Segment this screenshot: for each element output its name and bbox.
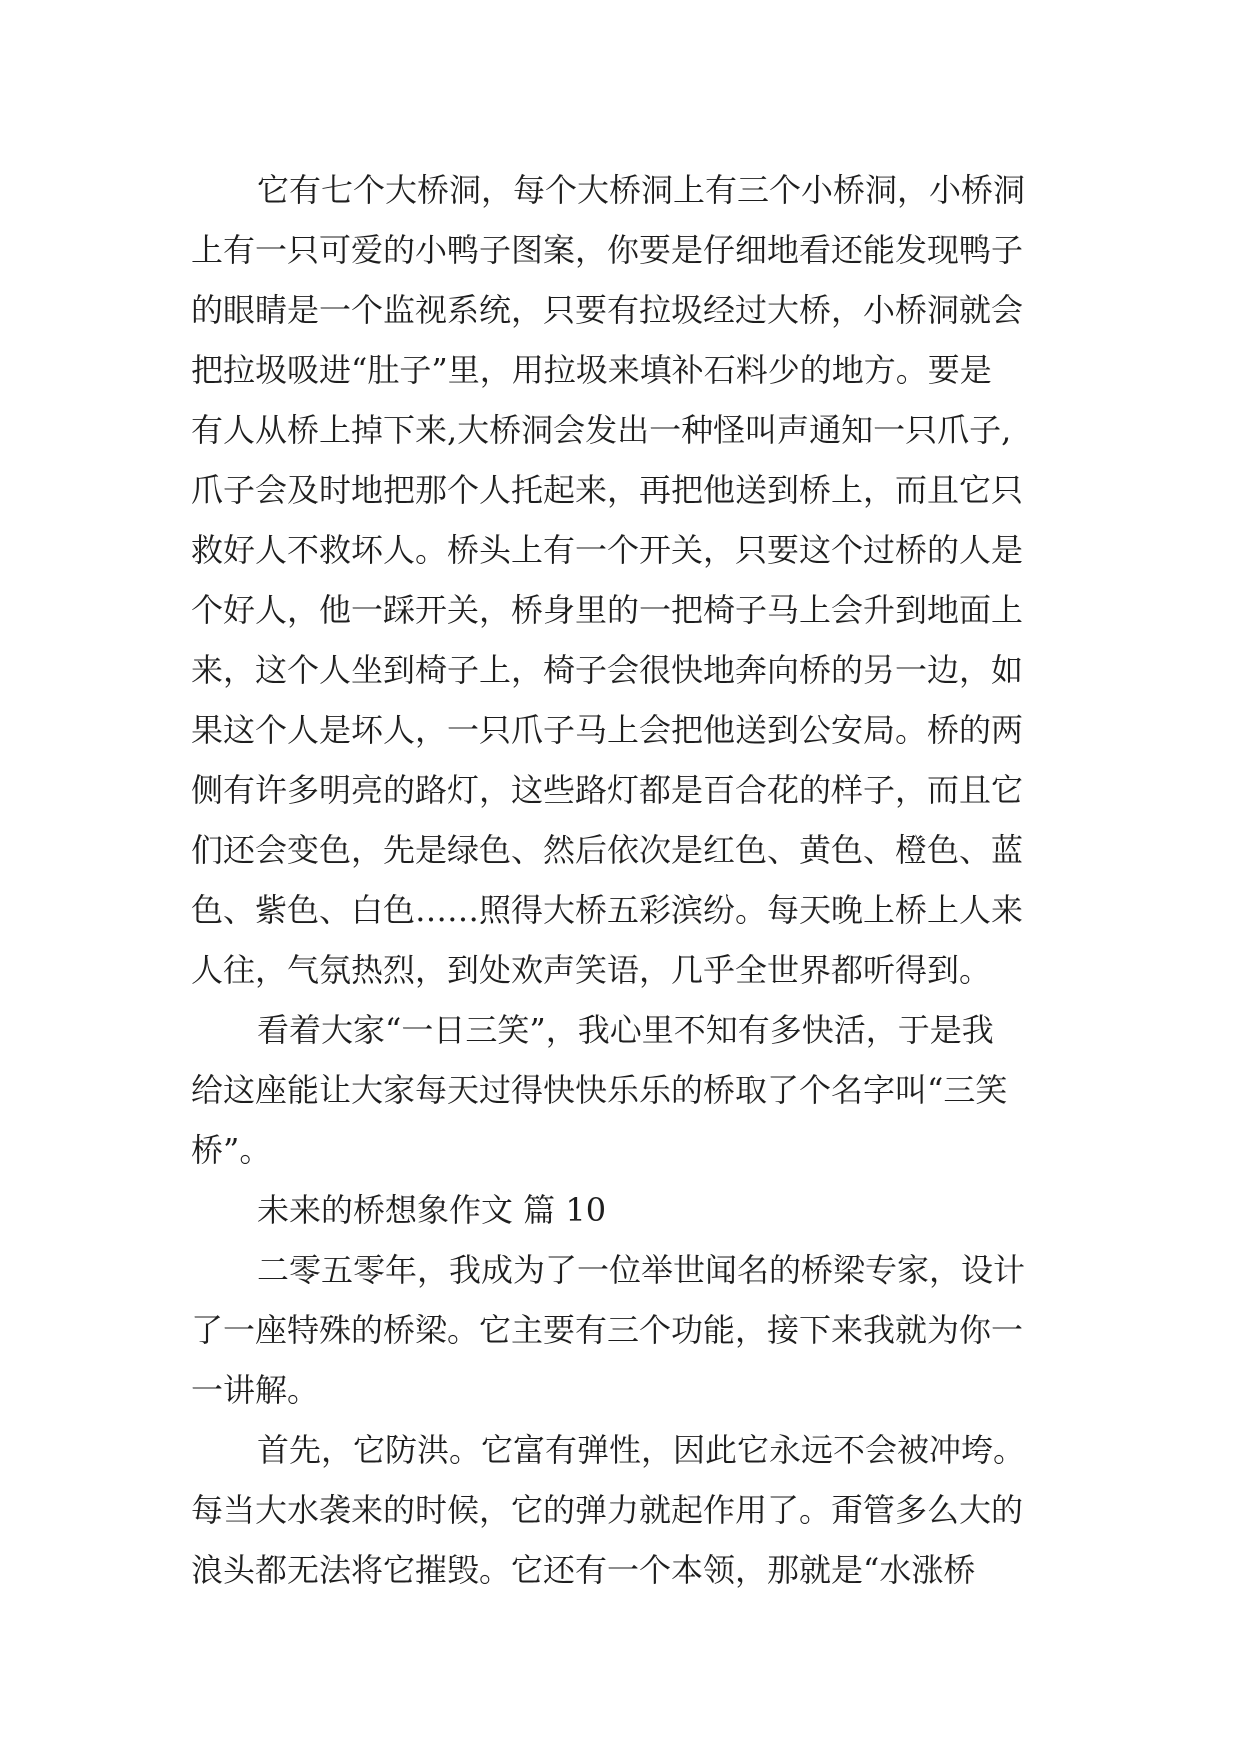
text-line: 每当大水袭来的时候，它的弹力就起作用了。甭管多么大的 bbox=[191, 1491, 1024, 1529]
text-line: 们还会变色，先是绿色、然后依次是红色、黄色、橙色、蓝 bbox=[191, 831, 1024, 869]
text-line: 有人从桥上掉下来,大桥洞会发出一种怪叫声通知一只爪子, bbox=[191, 411, 1012, 449]
text-line: 它有七个大桥洞，每个大桥洞上有三个小桥洞，小桥洞 bbox=[257, 171, 1026, 209]
text-line: 给这座能让大家每天过得快快乐乐的桥取了个名字叫“三笑 bbox=[191, 1071, 1008, 1109]
text-line: 浪头都无法将它摧毁。它还有一个本领，那就是“水涨桥 bbox=[191, 1551, 976, 1589]
text-line: 人往，气氛热烈，到处欢声笑语，几乎全世界都听得到。 bbox=[191, 951, 992, 989]
text-line: 二零五零年，我成为了一位举世闻名的桥梁专家，设计 bbox=[257, 1251, 1026, 1289]
text-line: 上有一只可爱的小鸭子图案，你要是仔细地看还能发现鸭子 bbox=[191, 231, 1024, 269]
text-line: 把拉圾吸进“肚子”里，用拉圾来填补石料少的地方。要是 bbox=[191, 351, 992, 389]
text-line: 侧有许多明亮的路灯，这些路灯都是百合花的样子，而且它 bbox=[191, 771, 1024, 809]
text-line: 色、紫色、白色……照得大桥五彩滨纷。每天晚上桥上人来 bbox=[191, 891, 1024, 929]
text-line: 看着大家“一日三笑”，我心里不知有多快活，于是我 bbox=[257, 1011, 994, 1049]
text-line: 来，这个人坐到椅子上，椅子会很快地奔向桥的另一边，如 bbox=[191, 651, 1024, 689]
text-line: 的眼睛是一个监视系统，只要有拉圾经过大桥，小桥洞就会 bbox=[191, 291, 1024, 329]
text-line: 了一座特殊的桥梁。它主要有三个功能，接下来我就为你一 bbox=[191, 1311, 1024, 1349]
text-line: 一讲解。 bbox=[191, 1371, 320, 1409]
section-heading: 未来的桥想象作文 篇 10 bbox=[257, 1191, 607, 1229]
text-line: 救好人不救坏人。桥头上有一个开关，只要这个过桥的人是 bbox=[191, 531, 1024, 569]
text-line: 个好人，他一踩开关，桥身里的一把椅子马上会升到地面上 bbox=[191, 591, 1024, 629]
text-line: 爪子会及时地把那个人托起来，再把他送到桥上，而且它只 bbox=[191, 471, 1024, 509]
text-line: 果这个人是坏人，一只爪子马上会把他送到公安局。桥的两 bbox=[191, 711, 1024, 749]
text-line: 桥”。 bbox=[191, 1131, 272, 1169]
text-line: 首先，它防洪。它富有弹性，因此它永远不会被冲垮。 bbox=[257, 1431, 1026, 1469]
